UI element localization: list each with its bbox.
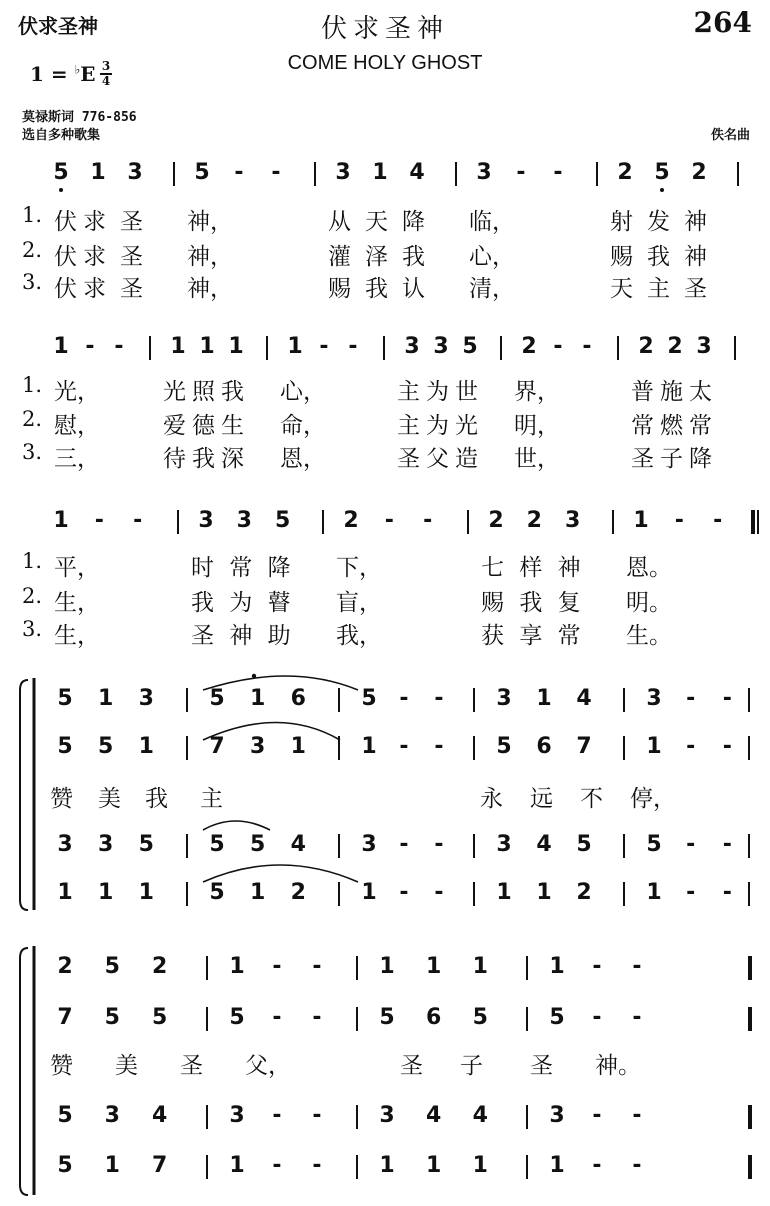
- lyric-syllable: 盲，: [336, 590, 382, 616]
- melody-note: 5: [275, 508, 291, 533]
- lyric-syllable: 心，: [280, 379, 326, 405]
- lyric-syllable: 发: [647, 209, 670, 235]
- chorus-note: 1: [536, 686, 552, 711]
- melody-note: 2: [691, 160, 707, 185]
- chorus-note: 3: [229, 1103, 245, 1128]
- key-prefix: 1 =: [30, 62, 75, 86]
- chorus-note: 5: [229, 1005, 245, 1030]
- lyric-syllable: 生。: [626, 623, 672, 649]
- melody-note: -: [133, 508, 143, 533]
- verse-number: 1.: [22, 203, 43, 227]
- chorus-note: -: [399, 734, 409, 759]
- chorus-note: 3: [250, 734, 266, 759]
- melody-note: -: [674, 508, 684, 533]
- lyric-syllable: 神: [229, 623, 253, 649]
- chorus-note: 5: [361, 686, 377, 711]
- chorus-lyric: 子: [460, 1053, 483, 1079]
- lyric-syllable: 我: [192, 446, 215, 472]
- chorus-note: 5: [576, 832, 592, 857]
- lyric-syllable: 界，: [514, 379, 560, 405]
- time-top: 3: [101, 59, 111, 73]
- chorus-note: -: [399, 832, 409, 857]
- chorus-note: -: [272, 1153, 282, 1178]
- lyric-syllable: 普: [631, 379, 654, 405]
- chorus-note: 2: [290, 880, 306, 905]
- lyric-syllable: 生，: [54, 590, 100, 616]
- chorus-note: 1: [361, 880, 377, 905]
- chorus-note: 6: [290, 686, 306, 711]
- chorus-note: 1: [250, 880, 266, 905]
- lyric-syllable: 常: [229, 555, 253, 581]
- chorus-note: 6: [426, 1005, 442, 1030]
- melody-note: 5: [462, 334, 478, 359]
- lyric-syllable: 常: [689, 413, 712, 439]
- lyric-syllable: 太: [689, 379, 712, 405]
- chorus-note: -: [434, 832, 444, 857]
- running-header-title: 伏求圣神: [18, 14, 98, 38]
- chorus-note: 1: [549, 954, 565, 979]
- melody-note: 5: [654, 160, 670, 185]
- lyric-syllable: 光，: [54, 379, 100, 405]
- lyric-syllable: 清，: [469, 276, 515, 302]
- chorus-note: 4: [536, 832, 552, 857]
- chorus-lyric: 圣: [180, 1053, 203, 1079]
- chorus-lyric: 不: [580, 786, 603, 812]
- melody-note: -: [114, 334, 124, 359]
- chorus-lyric: 我: [145, 786, 168, 812]
- lyric-syllable: 为: [426, 413, 449, 439]
- lyric-syllable: 心，: [469, 244, 515, 270]
- melody-note: -: [423, 508, 433, 533]
- chorus-note: 5: [57, 686, 73, 711]
- lyric-syllable: 赐: [328, 276, 351, 302]
- lyric-syllable: 恩。: [626, 555, 672, 581]
- flat-sign: ♭: [74, 62, 81, 77]
- lyric-syllable: 神，: [187, 209, 233, 235]
- chorus-note: 3: [57, 832, 73, 857]
- lyric-syllable: 常: [557, 623, 581, 649]
- chorus-note: 1: [290, 734, 306, 759]
- chorus-note: 1: [426, 1153, 442, 1178]
- melody-note: -: [582, 334, 592, 359]
- lyric-syllable: 求: [83, 209, 106, 235]
- verse-number: 1.: [22, 373, 43, 397]
- melody-note: -: [85, 334, 95, 359]
- lyric-syllable: 命，: [280, 413, 326, 439]
- melody-note: 2: [667, 334, 683, 359]
- lyric-syllable: 降: [689, 446, 712, 472]
- lyric-syllable: 赐: [610, 244, 633, 270]
- melody-note: 3: [335, 160, 351, 185]
- chorus-note: -: [312, 1103, 322, 1128]
- slur: [203, 865, 358, 882]
- chorus-lyric: 赞: [50, 786, 73, 812]
- lyricist-credit: 莫禄斯词 776-856: [22, 110, 137, 125]
- melody-note: 2: [521, 334, 537, 359]
- melody-note: -: [348, 334, 358, 359]
- melody-note: 3: [565, 508, 581, 533]
- chorus-lyric: 美: [115, 1053, 138, 1079]
- chorus-note: 3: [104, 1103, 120, 1128]
- chorus-note: -: [434, 686, 444, 711]
- lyric-syllable: 从: [328, 209, 351, 235]
- lyric-syllable: 我: [221, 379, 244, 405]
- lyric-syllable: 天: [610, 276, 633, 302]
- chorus-note: 5: [57, 1103, 73, 1128]
- lyric-syllable: 我: [191, 590, 214, 616]
- chorus-note: -: [399, 686, 409, 711]
- melody-note: 3: [236, 508, 252, 533]
- chorus-note: -: [272, 954, 282, 979]
- chorus-note: -: [592, 1153, 602, 1178]
- lyric-syllable: 恩，: [280, 446, 326, 472]
- chorus-note: -: [632, 1005, 642, 1030]
- chorus-note: 5: [57, 1153, 73, 1178]
- chorus-note: 3: [496, 832, 512, 857]
- high-octave-dot: [252, 674, 256, 678]
- chorus-note: 1: [98, 880, 114, 905]
- chorus-note: 4: [290, 832, 306, 857]
- chorus-lyric: 停，: [630, 786, 676, 812]
- lyric-syllable: 我: [519, 590, 543, 616]
- lyric-syllable: 神: [684, 209, 707, 235]
- chorus-note: -: [632, 1153, 642, 1178]
- lyric-syllable: 生: [221, 413, 244, 439]
- chorus-lyric: 美: [98, 786, 121, 812]
- lyric-syllable: 降: [267, 555, 291, 581]
- melody-note: 1: [199, 334, 215, 359]
- melody-note: 3: [198, 508, 214, 533]
- lyric-syllable: 下，: [336, 555, 382, 581]
- chorus-note: 5: [646, 832, 662, 857]
- lyric-syllable: 我，: [336, 623, 382, 649]
- melody-note: 3: [404, 334, 420, 359]
- verse-number: 3.: [22, 440, 43, 464]
- lyric-syllable: 天: [365, 209, 388, 235]
- chorus-note: 2: [576, 880, 592, 905]
- hymn-title: 伏求圣神: [320, 14, 449, 44]
- melody-note: 1: [53, 508, 69, 533]
- lyric-syllable: 临，: [469, 209, 515, 235]
- chorus-note: 4: [472, 1103, 488, 1128]
- melody-note: 1: [372, 160, 388, 185]
- lyric-syllable: 为: [426, 379, 449, 405]
- lyric-syllable: 伏: [54, 209, 77, 235]
- chorus-lyric: 圣: [400, 1053, 423, 1079]
- lyric-syllable: 德: [192, 413, 215, 439]
- chorus-note: 5: [104, 1005, 120, 1030]
- lyric-syllable: 助: [267, 623, 291, 649]
- lyric-syllable: 光: [455, 413, 478, 439]
- chorus-lyric: 永: [480, 786, 503, 812]
- lyric-syllable: 常: [631, 413, 654, 439]
- lyric-syllable: 主: [397, 379, 420, 405]
- chorus-note: 4: [576, 686, 592, 711]
- lyric-syllable: 明，: [514, 413, 560, 439]
- chorus-note: 5: [104, 954, 120, 979]
- melody-note: 5: [194, 160, 210, 185]
- chorus-note: 3: [549, 1103, 565, 1128]
- lyric-syllable: 待: [163, 446, 186, 472]
- chorus-note: -: [632, 954, 642, 979]
- melody-note: -: [553, 160, 563, 185]
- lyric-syllable: 平，: [54, 555, 100, 581]
- chorus-note: 5: [496, 734, 512, 759]
- melody-note: 3: [476, 160, 492, 185]
- chorus-note: 1: [104, 1153, 120, 1178]
- chorus-note: -: [686, 832, 696, 857]
- chorus-note: -: [722, 832, 732, 857]
- chorus-note: 5: [138, 832, 154, 857]
- lyric-syllable: 三，: [54, 446, 100, 472]
- verse-number: 2.: [22, 238, 43, 262]
- chorus-note: 5: [250, 832, 266, 857]
- chorus-note: -: [312, 954, 322, 979]
- chorus-note: -: [434, 880, 444, 905]
- lyric-syllable: 伏: [54, 276, 77, 302]
- chorus-note: 1: [536, 880, 552, 905]
- melody-note: 2: [526, 508, 542, 533]
- chorus-note: 1: [379, 954, 395, 979]
- chorus-lyric: 父，: [245, 1053, 291, 1079]
- lyric-syllable: 世，: [514, 446, 560, 472]
- lyric-syllable: 复: [557, 590, 581, 616]
- lyric-syllable: 求: [83, 276, 106, 302]
- chorus-note: -: [434, 734, 444, 759]
- lyric-syllable: 世: [455, 379, 478, 405]
- melody-note: 2: [638, 334, 654, 359]
- key-note: E: [80, 62, 96, 86]
- chorus-note: 7: [209, 734, 225, 759]
- chorus-note: 1: [646, 734, 662, 759]
- chorus-note: 2: [57, 954, 73, 979]
- chorus-note: 5: [472, 1005, 488, 1030]
- chorus-note: -: [272, 1103, 282, 1128]
- chorus-note: -: [312, 1005, 322, 1030]
- melody-note: 1: [53, 334, 69, 359]
- chorus-note: 1: [57, 880, 73, 905]
- chorus-lyric: 赞: [50, 1053, 73, 1079]
- lyric-syllable: 造: [455, 446, 478, 472]
- melody-note: -: [319, 334, 329, 359]
- lyric-syllable: 子: [660, 446, 683, 472]
- verse-number: 1.: [22, 549, 43, 573]
- lyric-syllable: 神: [557, 555, 581, 581]
- lyric-syllable: 主: [647, 276, 670, 302]
- chorus-note: 1: [496, 880, 512, 905]
- chorus-note: 3: [646, 686, 662, 711]
- melody-note: 2: [488, 508, 504, 533]
- chorus-note: -: [632, 1103, 642, 1128]
- lyric-syllable: 认: [402, 276, 425, 302]
- chorus-note: 3: [138, 686, 154, 711]
- chorus-note: 1: [646, 880, 662, 905]
- chorus-note: 7: [576, 734, 592, 759]
- lyric-syllable: 我: [402, 244, 425, 270]
- lyric-syllable: 圣: [120, 244, 143, 270]
- chorus-note: 6: [536, 734, 552, 759]
- chorus-lyric: 主: [200, 786, 223, 812]
- lyric-syllable: 圣: [191, 623, 214, 649]
- lyric-syllable: 降: [402, 209, 425, 235]
- chorus-note: 1: [426, 954, 442, 979]
- chorus-note: 1: [549, 1153, 565, 1178]
- chorus-note: 1: [472, 1153, 488, 1178]
- lyric-syllable: 施: [660, 379, 683, 405]
- lyric-syllable: 射: [610, 209, 633, 235]
- lyric-syllable: 神: [684, 244, 707, 270]
- slur: [203, 723, 340, 741]
- lyric-syllable: 明。: [626, 590, 672, 616]
- lyric-syllable: 瞽: [267, 590, 291, 616]
- lyric-syllable: 燃: [660, 413, 683, 439]
- chorus-note: -: [592, 954, 602, 979]
- chorus-note: 5: [57, 734, 73, 759]
- chorus-note: 5: [152, 1005, 168, 1030]
- lyric-syllable: 享: [519, 623, 543, 649]
- chorus-note: 1: [138, 880, 154, 905]
- lyric-syllable: 主: [397, 413, 420, 439]
- lyric-syllable: 泽: [365, 244, 388, 270]
- chorus-note: 7: [152, 1153, 168, 1178]
- chorus-note: 3: [496, 686, 512, 711]
- chorus-note: 5: [209, 880, 225, 905]
- melody-note: 3: [433, 334, 449, 359]
- chorus-note: -: [312, 1153, 322, 1178]
- verse-number: 3.: [22, 270, 43, 294]
- chorus-note: -: [399, 880, 409, 905]
- english-title: COME HOLY GHOST: [287, 52, 483, 74]
- verse-number: 2.: [22, 584, 43, 608]
- chorus-note: -: [686, 734, 696, 759]
- lyric-syllable: 七: [481, 555, 504, 581]
- chorus-note: -: [722, 734, 732, 759]
- chorus-note: 1: [229, 954, 245, 979]
- melody-note: 1: [170, 334, 186, 359]
- chorus-note: 1: [379, 1153, 395, 1178]
- system-bracket: [20, 946, 34, 1195]
- chorus-note: 5: [209, 686, 225, 711]
- chorus-lyric: 圣: [530, 1053, 553, 1079]
- chorus-note: 3: [98, 832, 114, 857]
- lyric-syllable: 圣: [684, 276, 707, 302]
- verse-number: 3.: [22, 617, 43, 641]
- lyric-syllable: 赐: [481, 590, 504, 616]
- chorus-note: 4: [426, 1103, 442, 1128]
- chorus-note: 3: [361, 832, 377, 857]
- lyric-syllable: 时: [191, 555, 214, 581]
- chorus-note: 5: [98, 734, 114, 759]
- lyric-syllable: 灌: [328, 244, 351, 270]
- lyric-syllable: 求: [83, 244, 106, 270]
- chorus-note: 5: [549, 1005, 565, 1030]
- chorus-note: 3: [379, 1103, 395, 1128]
- lyric-syllable: 生，: [54, 623, 100, 649]
- lyric-syllable: 爱: [163, 413, 186, 439]
- melody-note: 2: [617, 160, 633, 185]
- chorus-note: 7: [57, 1005, 73, 1030]
- chorus-note: 1: [138, 734, 154, 759]
- lyric-syllable: 圣: [120, 209, 143, 235]
- chorus-note: 4: [152, 1103, 168, 1128]
- source-credit: 选自多种歌集: [22, 128, 101, 143]
- slur: [203, 676, 358, 690]
- lyric-syllable: 样: [519, 555, 543, 581]
- lyric-syllable: 我: [647, 244, 670, 270]
- lyric-syllable: 慰，: [54, 413, 100, 439]
- melody-note: 1: [90, 160, 106, 185]
- melody-note: 4: [409, 160, 425, 185]
- chorus-note: 2: [152, 954, 168, 979]
- melody-note: 5: [53, 160, 69, 185]
- chorus-note: -: [686, 880, 696, 905]
- lyric-syllable: 圣: [397, 446, 420, 472]
- chorus-note: 1: [361, 734, 377, 759]
- chorus-note: 1: [250, 686, 266, 711]
- chorus-lyric: 远: [530, 786, 553, 812]
- lyric-syllable: 光: [163, 379, 186, 405]
- chorus-note: -: [592, 1005, 602, 1030]
- lyric-syllable: 圣: [631, 446, 654, 472]
- chorus-note: -: [722, 686, 732, 711]
- lyric-syllable: 伏: [54, 244, 77, 270]
- system-bracket: [20, 678, 34, 910]
- slur: [203, 821, 270, 830]
- melody-note: -: [553, 334, 563, 359]
- page-number: 264: [693, 6, 752, 39]
- melody-note: 2: [343, 508, 359, 533]
- melody-note: 3: [696, 334, 712, 359]
- chorus-note: 5: [379, 1005, 395, 1030]
- chorus-lyric: 神。: [595, 1053, 641, 1079]
- chorus-note: -: [722, 880, 732, 905]
- lyric-syllable: 我: [365, 276, 388, 302]
- chorus-note: 1: [229, 1153, 245, 1178]
- melody-note: 1: [228, 334, 244, 359]
- lyric-syllable: 神，: [187, 276, 233, 302]
- chorus-note: -: [592, 1103, 602, 1128]
- melody-note: -: [516, 160, 526, 185]
- time-bottom: 4: [101, 74, 111, 88]
- melody-note: -: [271, 160, 281, 185]
- lyric-syllable: 照: [192, 379, 215, 405]
- lyric-syllable: 获: [481, 623, 504, 649]
- chorus-note: 1: [472, 954, 488, 979]
- melody-note: 1: [287, 334, 303, 359]
- lyric-syllable: 圣: [120, 276, 143, 302]
- lyric-syllable: 深: [221, 446, 244, 472]
- melody-note: -: [94, 508, 104, 533]
- melody-note: -: [234, 160, 244, 185]
- lyric-syllable: 父: [426, 446, 449, 472]
- lyric-syllable: 神，: [187, 244, 233, 270]
- chorus-note: -: [272, 1005, 282, 1030]
- verse-number: 2.: [22, 407, 43, 431]
- melody-note: -: [713, 508, 723, 533]
- chorus-note: 1: [98, 686, 114, 711]
- melody-note: -: [384, 508, 394, 533]
- composer-credit: 佚名曲: [710, 128, 750, 143]
- melody-note: 1: [633, 508, 649, 533]
- melody-note: 3: [127, 160, 143, 185]
- chorus-note: 5: [209, 832, 225, 857]
- lyric-syllable: 为: [229, 590, 253, 616]
- chorus-note: -: [686, 686, 696, 711]
